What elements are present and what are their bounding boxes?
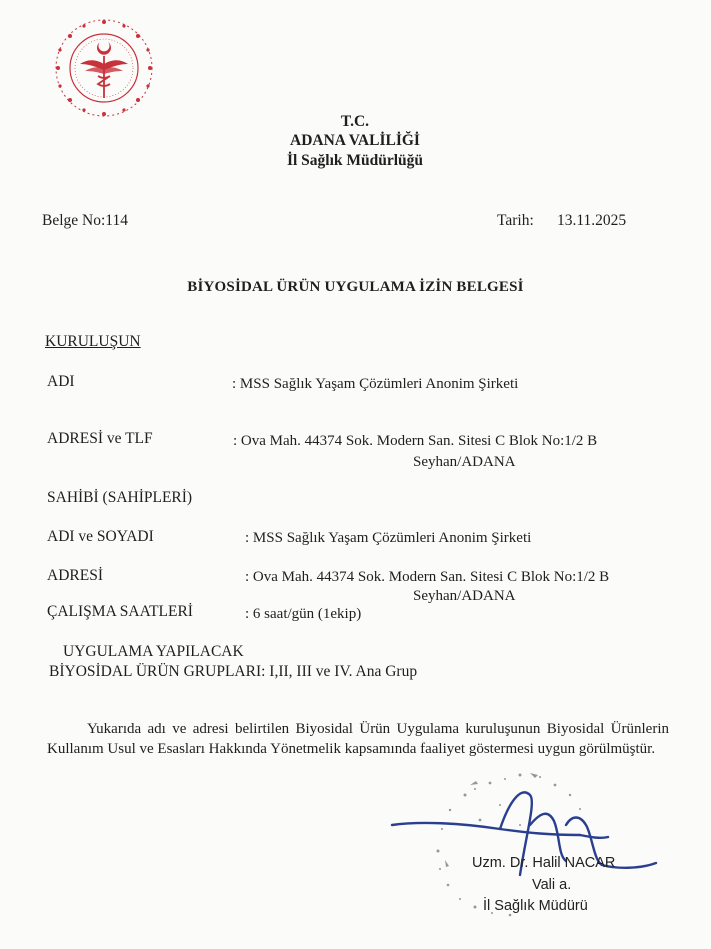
signatory-title-2: İl Sağlık Müdürü xyxy=(483,898,588,914)
establishment-name-value: : MSS Sağlık Yaşam Çözümleri Anonim Şirketi xyxy=(232,376,519,392)
approval-paragraph: Yukarıda adı ve adresi belirtilen Biyosidal Ürün Uygulama kuruluşunun Biyosidal Ürünlerin Kullanım Usul ve Esasları Hakkında Yönetmelik kapsamında faaliyet göstermesi uygun görülmüştür. xyxy=(47,721,669,757)
date-label: Tarih: xyxy=(497,212,534,229)
establishment-address-label: ADRESİ ve TLF xyxy=(47,430,153,447)
owner-name-label: ADI ve SOYADI xyxy=(47,528,154,545)
ministry-seal-logo xyxy=(50,16,158,120)
owner-address-value: : Ova Mah. 44374 Sok. Modern San. Sitesi C Blok No:1/2 B xyxy=(245,569,610,585)
document-number: Belge No:114 xyxy=(42,212,128,229)
header-tc: T.C. xyxy=(340,113,370,130)
owner-address-cont: Seyhan/ADANA xyxy=(413,588,516,604)
groups-line-1: UYGULAMA YAPILACAK xyxy=(63,643,244,660)
owner-name-value: : MSS Sağlık Yaşam Çözümleri Anonim Şirketi xyxy=(245,530,532,546)
header-directorate: İl Sağlık Müdürlüğü xyxy=(286,152,424,169)
header-governorship: ADANA VALİLİĞİ xyxy=(290,132,420,149)
signature-block xyxy=(380,765,680,935)
establishment-name-label: ADI xyxy=(47,373,75,390)
establishment-heading: KURULUŞUN xyxy=(45,333,141,350)
signatory-name: Uzm. Dr. Halil NACAR xyxy=(472,855,616,871)
working-hours-value: : 6 saat/gün (1ekip) xyxy=(245,606,362,622)
establishment-address-cont: Seyhan/ADANA xyxy=(413,454,516,470)
owner-heading: SAHİBİ (SAHİPLERİ) xyxy=(47,489,193,506)
date-value: 13.11.2025 xyxy=(557,212,627,229)
certificate-title: BİYOSİDAL ÜRÜN UYGULAMA İZİN BELGESİ xyxy=(187,279,524,295)
groups-line-2: BİYOSİDAL ÜRÜN GRUPLARI: I,II, III ve IV. Ana Grup xyxy=(49,663,418,680)
signatory-title-1: Vali a. xyxy=(532,877,572,893)
establishment-address-value: : Ova Mah. 44374 Sok. Modern San. Sitesi C Blok No:1/2 B xyxy=(233,433,598,449)
working-hours-label: ÇALIŞMA SAATLERİ xyxy=(47,603,193,620)
owner-address-label: ADRESİ xyxy=(47,567,103,584)
